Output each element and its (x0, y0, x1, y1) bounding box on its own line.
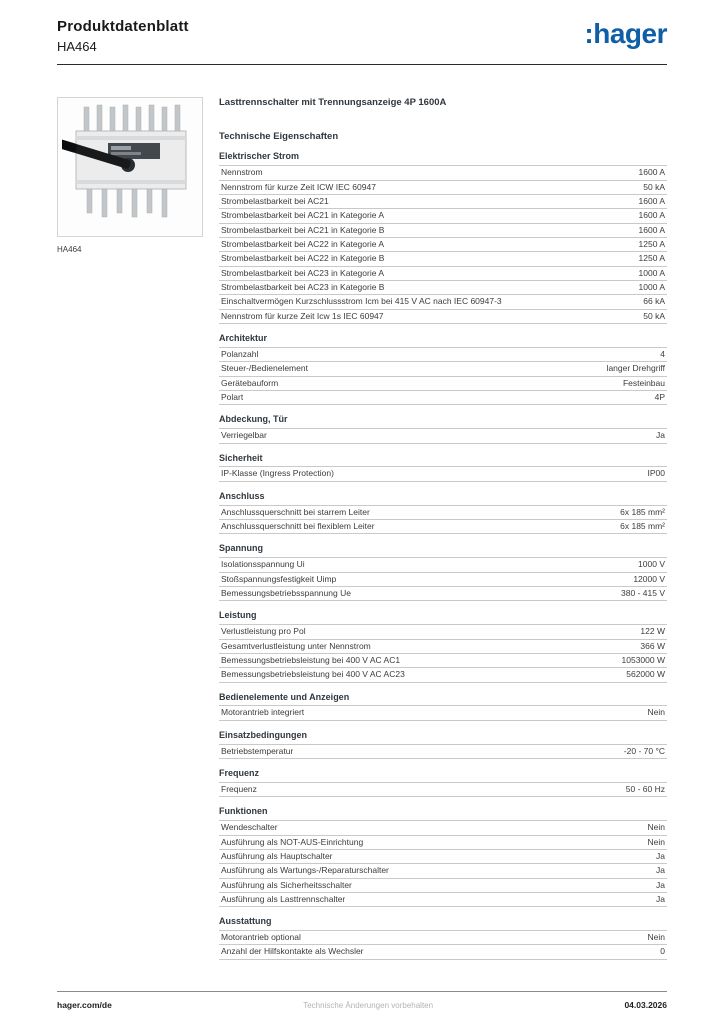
spec-row (219, 180, 667, 194)
spec-row (219, 863, 667, 877)
spec-section (219, 611, 667, 682)
spec-row (219, 624, 667, 638)
spec-value: 366 W (640, 640, 665, 651)
spec-label: Isolationsspannung Ui (221, 560, 305, 570)
product-title: Lasttrennschalter mit Trennungsanzeige 4P 1600A (219, 97, 447, 108)
spec-label: Strombelastbarkeit bei AC21 in Kategorie B (221, 225, 385, 235)
spec-row (219, 294, 667, 308)
spec-label: Polart (221, 392, 244, 402)
spec-label: Anzahl der Hilfskontakte als Wechsler (221, 947, 364, 957)
spec-row (219, 223, 667, 237)
spec-row (219, 208, 667, 222)
spec-row (219, 347, 667, 361)
header-titles (57, 18, 189, 54)
spec-label: Einschaltvermögen Kurzschlussstrom Icm bei 415 V AC nach IEC 60947-3 (221, 297, 502, 307)
spec-value: Ja (656, 879, 665, 890)
spec-value: Ja (656, 850, 665, 861)
section-rows (219, 557, 667, 601)
spec-label: Frequenz (221, 784, 257, 794)
spec-label: Verlustleistung pro Pol (221, 627, 306, 637)
spec-section (219, 769, 667, 797)
section-title: Frequenz (219, 768, 260, 779)
spec-label: Motorantrieb optional (221, 933, 301, 943)
spec-value: 1000 V (638, 559, 665, 570)
spec-value: Nein (647, 836, 665, 847)
spec-row (219, 376, 667, 390)
spec-value: 1600 A (638, 224, 665, 235)
spec-row (219, 266, 667, 280)
product-image (62, 103, 198, 231)
spec-row (219, 586, 667, 600)
spec-label: Bemessungsbetriebsleistung bei 400 V AC AC1 (221, 655, 401, 665)
spec-value: Nein (647, 932, 665, 943)
spec-value: 50 kA (643, 310, 665, 321)
spec-row (219, 165, 667, 179)
spec-section (219, 454, 667, 482)
spec-row (219, 194, 667, 208)
spec-value: Festeinbau (622, 377, 665, 388)
section-rows (219, 930, 667, 960)
section-rows (219, 347, 667, 405)
spec-label: Ausführung als Lasttrennschalter (221, 894, 346, 904)
spec-section (219, 917, 667, 960)
section-rows (219, 782, 667, 797)
section-title: Elektrischer Strom (219, 151, 300, 162)
spec-row (219, 466, 667, 480)
section-title: Abdeckung, Tür (219, 414, 288, 425)
spec-label: Strombelastbarkeit bei AC23 in Kategorie A (221, 268, 385, 278)
section-title: Spannung (219, 543, 263, 554)
spec-label: Betriebstemperatur (221, 746, 294, 756)
section-title: Einsatzbedingungen (219, 729, 308, 740)
section-rows (219, 428, 667, 443)
spec-section (219, 731, 667, 759)
section-title: Bedienelemente und Anzeigen (219, 691, 350, 702)
spec-label: Nennstrom für kurze Zeit ICW IEC 60947 (221, 182, 376, 192)
spec-value: 1600 A (638, 210, 665, 221)
spec-label: Ausführung als Sicherheitsschalter (221, 880, 352, 890)
spec-value: Ja (656, 865, 665, 876)
section-rows (219, 165, 667, 324)
spec-value: Ja (656, 893, 665, 904)
spec-row (219, 835, 667, 849)
spec-value: -20 - 70 °C (623, 745, 665, 756)
section-title: Sicherheit (219, 452, 263, 463)
spec-label: Gesamtverlustleistung unter Nennstrom (221, 641, 371, 651)
section-title: Architektur (219, 333, 268, 344)
spec-section (219, 492, 667, 535)
hager-logo: :hager (584, 18, 667, 49)
spec-value: 0 (660, 946, 665, 957)
spec-label: Nennstrom für kurze Zeit Icw 1s IEC 60947 (221, 311, 384, 321)
spec-row (219, 705, 667, 719)
spec-value: Nein (647, 822, 665, 833)
spec-row (219, 878, 667, 892)
footer-website-link[interactable]: hager.com/de (57, 1000, 112, 1010)
spec-label: Polanzahl (221, 349, 259, 359)
spec-value: 66 kA (643, 296, 665, 307)
spec-row (219, 892, 667, 906)
spec-label: Ausführung als Wartungs-/Reparaturschalter (221, 866, 389, 876)
spec-sections (219, 152, 667, 959)
spec-row (219, 557, 667, 571)
spec-label: Gerätebauform (221, 378, 279, 388)
spec-row (219, 744, 667, 758)
spec-label: Bemessungsbetriebsleistung bei 400 V AC AC23 (221, 670, 405, 680)
spec-value: langer Drehgriff (606, 363, 665, 374)
spec-value: Nein (647, 707, 665, 718)
spec-label: Bemessungsbetriebsspannung Ue (221, 588, 351, 598)
spec-value: 50 kA (643, 181, 665, 192)
spec-row (219, 653, 667, 667)
spec-row (219, 667, 667, 681)
tech-properties-heading: Technische Eigenschaften (219, 131, 339, 143)
spec-row (219, 519, 667, 533)
spec-value: 4 (660, 348, 665, 359)
spec-row (219, 572, 667, 586)
spec-row (219, 390, 667, 404)
footer-date: 04.03.2026 (624, 1000, 667, 1010)
spec-value: IP00 (647, 468, 665, 479)
section-rows (219, 744, 667, 759)
section-rows (219, 820, 667, 907)
spec-value: 122 W (640, 626, 665, 637)
spec-row (219, 428, 667, 442)
spec-row (219, 280, 667, 294)
spec-value: 1053000 W (621, 654, 665, 665)
section-rows (219, 624, 667, 682)
footer-notice: Technische Änderungen vorbehalten (303, 1001, 434, 1010)
spec-row (219, 639, 667, 653)
spec-label: Anschlussquerschnitt bei flexiblem Leiter (221, 522, 375, 532)
page-footer (57, 991, 667, 1010)
spec-value: 380 - 415 V (621, 587, 665, 598)
spec-label: IP-Klasse (Ingress Protection) (221, 469, 334, 479)
spec-label: Ausführung als Hauptschalter (221, 851, 333, 861)
spec-value: 4P (654, 391, 665, 402)
document-title: Produktdatenblatt (57, 18, 189, 35)
spec-label: Wendeschalter (221, 823, 278, 833)
section-title: Anschluss (219, 490, 265, 501)
spec-label: Strombelastbarkeit bei AC21 in Kategorie A (221, 211, 385, 221)
section-rows (219, 466, 667, 481)
spec-value: 50 - 60 Hz (625, 783, 665, 794)
spec-label: Strombelastbarkeit bei AC21 (221, 196, 329, 206)
spec-label: Nennstrom (221, 168, 263, 178)
spec-section (219, 334, 667, 405)
spec-label: Motorantrieb integriert (221, 708, 305, 718)
main-content (57, 97, 667, 960)
spec-row (219, 944, 667, 958)
spec-label: Strombelastbarkeit bei AC22 in Kategorie B (221, 254, 385, 264)
spec-value: Ja (656, 430, 665, 441)
spec-label: Anschlussquerschnitt bei starrem Leiter (221, 507, 370, 517)
spec-section (219, 807, 667, 907)
spec-row (219, 309, 667, 323)
spec-label: Stoßspannungsfestigkeit Uimp (221, 574, 337, 584)
spec-value: 1000 A (638, 282, 665, 293)
spec-value: 1250 A (638, 253, 665, 264)
spec-label: Ausführung als NOT-AUS-Einrichtung (221, 837, 364, 847)
spec-label: Steuer-/Bedienelement (221, 364, 308, 374)
spec-label: Verriegelbar (221, 431, 267, 441)
product-reference: HA464 (57, 39, 97, 54)
section-rows (219, 705, 667, 720)
section-title: Ausstattung (219, 916, 272, 927)
product-image-column (57, 97, 203, 960)
spec-row (219, 361, 667, 375)
spec-section (219, 415, 667, 443)
spec-value: 6x 185 mm² (620, 521, 665, 532)
spec-row (219, 237, 667, 251)
section-rows (219, 505, 667, 535)
spec-value: 562000 W (626, 669, 665, 680)
spec-section (219, 693, 667, 721)
product-image-frame (57, 97, 203, 237)
spec-value: 1250 A (638, 239, 665, 249)
spec-value: 1600 A (638, 195, 665, 206)
spec-section (219, 152, 667, 324)
spec-row (219, 930, 667, 944)
spec-row (219, 849, 667, 863)
spec-row (219, 782, 667, 796)
spec-section (219, 544, 667, 601)
product-image-caption: HA464 (57, 245, 82, 254)
spec-label: Strombelastbarkeit bei AC22 in Kategorie A (221, 240, 385, 249)
spec-value: 1000 A (638, 267, 665, 278)
spec-column (219, 97, 667, 960)
spec-row (219, 251, 667, 265)
page-header (57, 18, 667, 65)
spec-value: 12000 V (633, 573, 665, 584)
spec-label: Strombelastbarkeit bei AC23 in Kategorie B (221, 283, 385, 293)
spec-value: 6x 185 mm² (620, 506, 665, 517)
spec-value: 1600 A (638, 167, 665, 178)
section-title: Leistung (219, 610, 257, 621)
section-title: Funktionen (219, 806, 268, 817)
spec-row (219, 505, 667, 519)
spec-row (219, 820, 667, 834)
